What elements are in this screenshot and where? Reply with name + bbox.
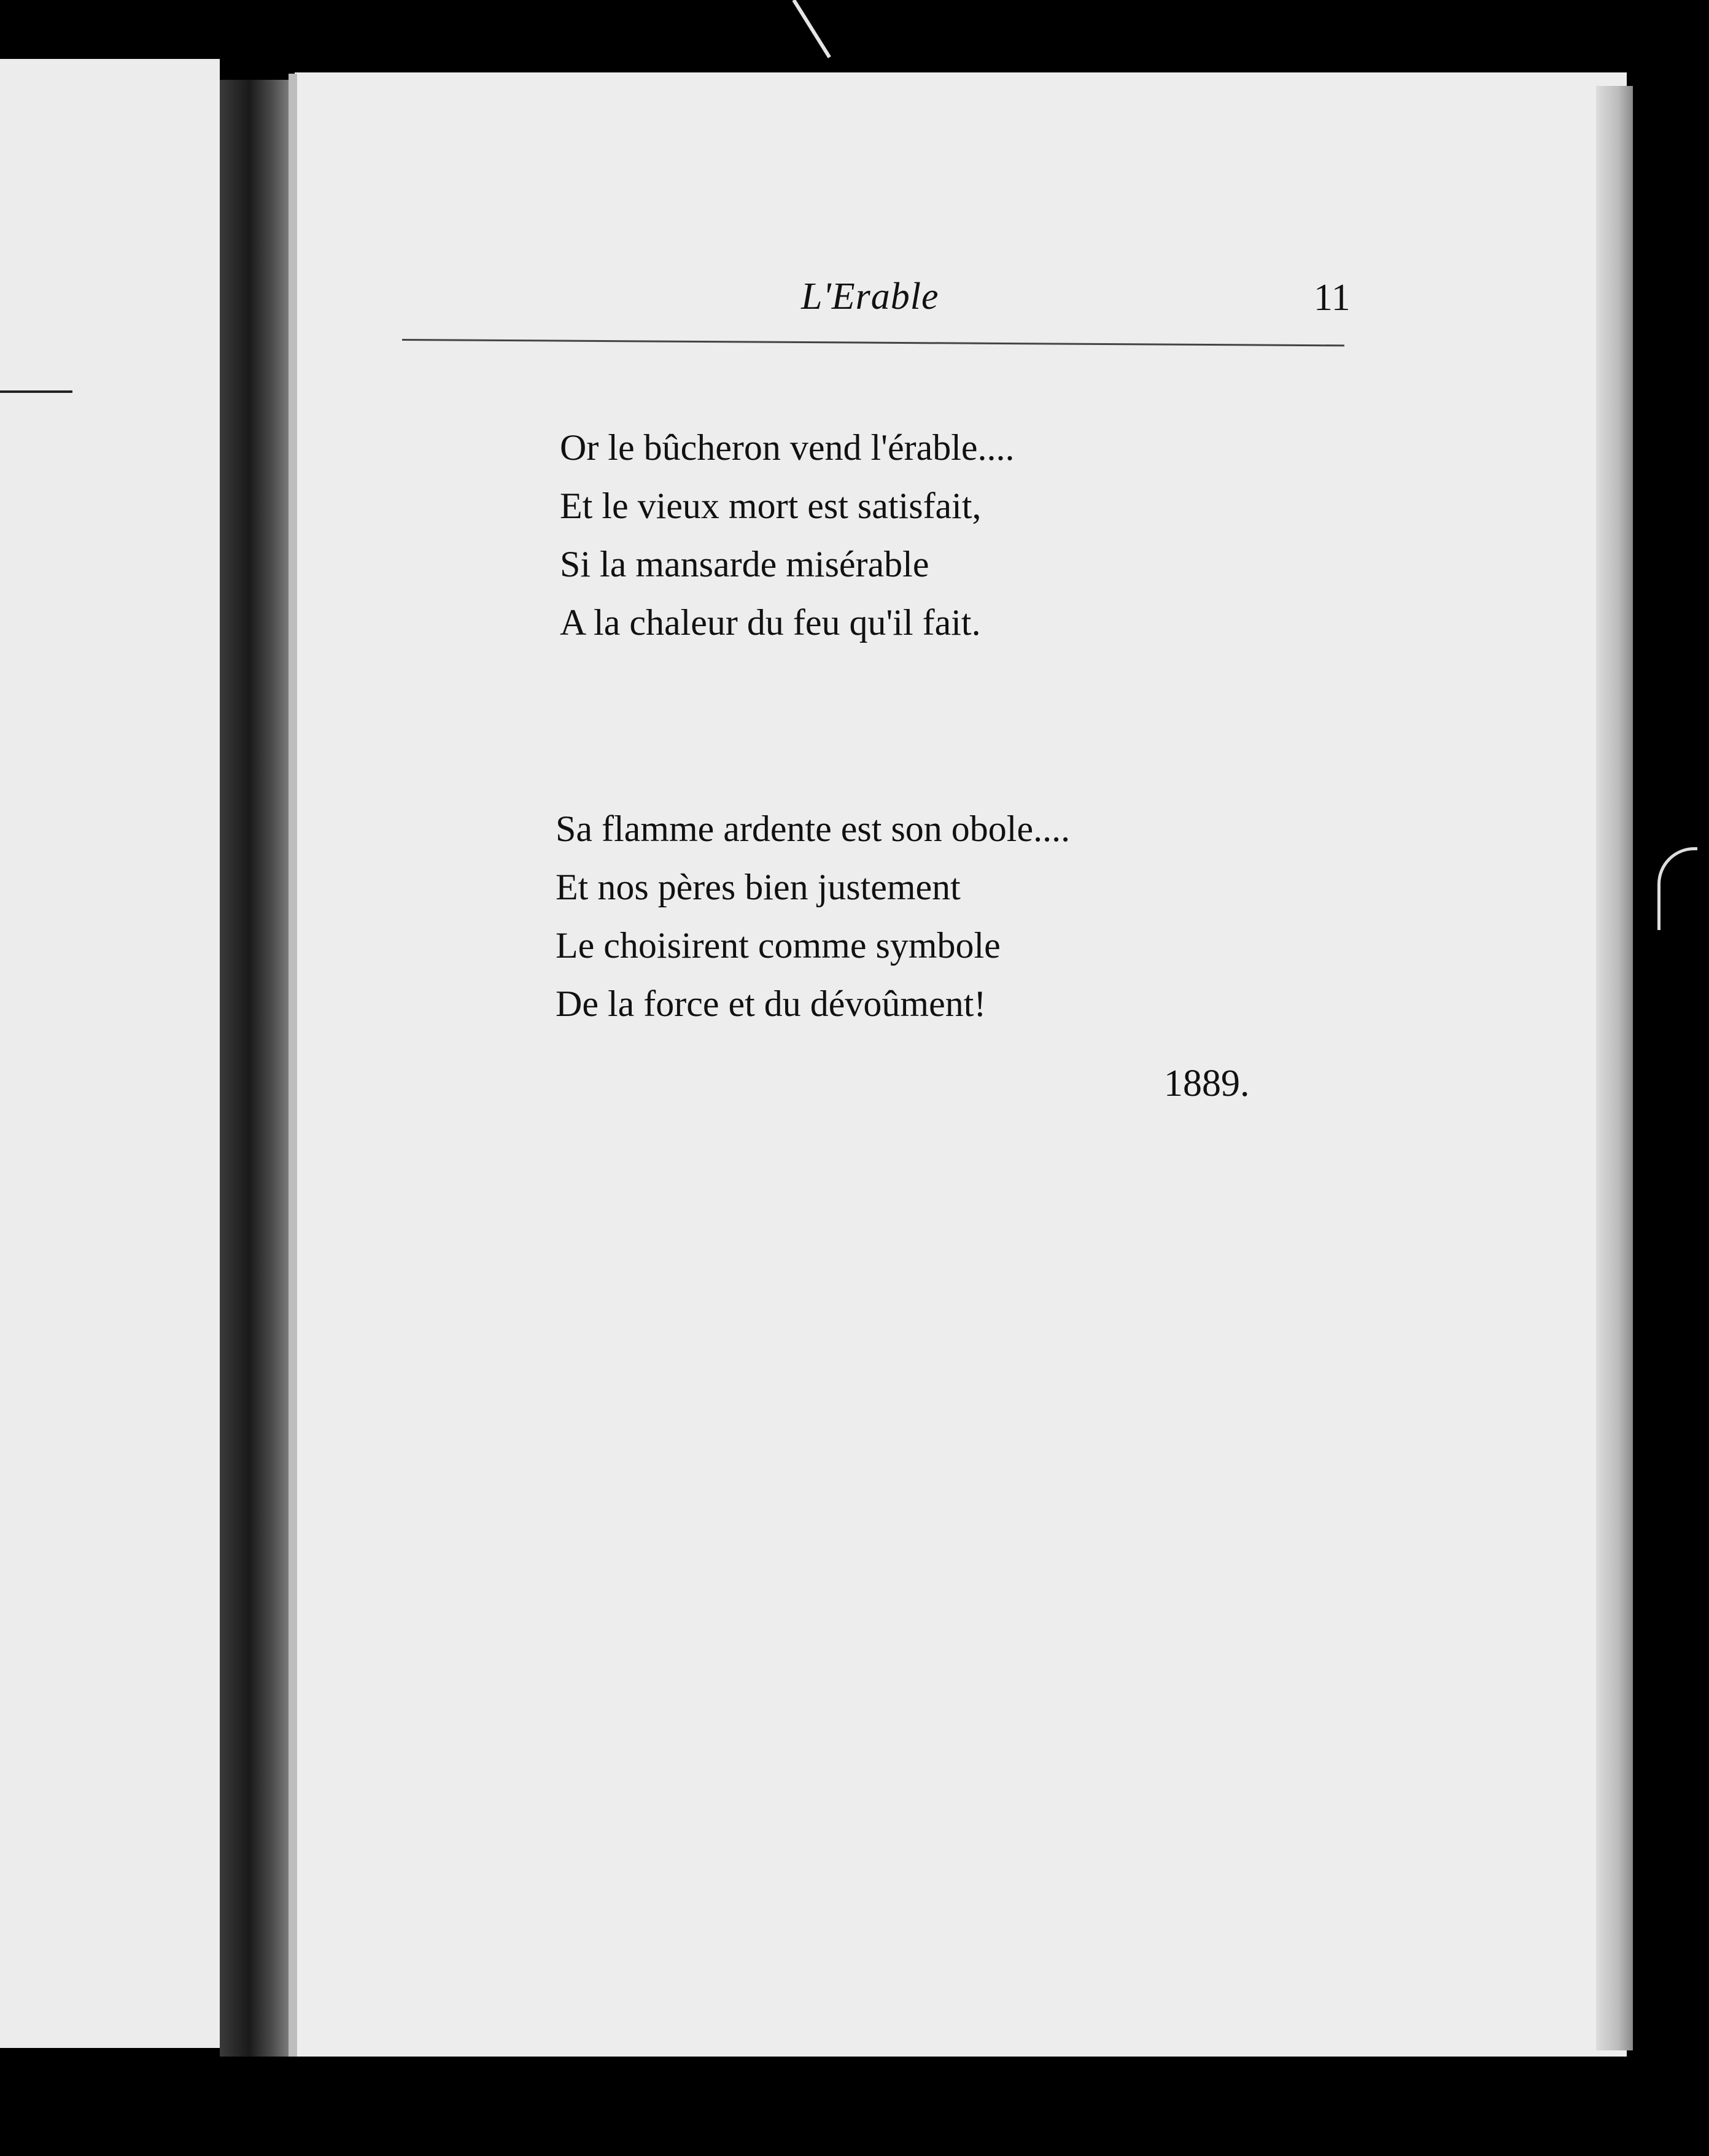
running-head: L'Erable bbox=[801, 276, 939, 317]
verse-line: Or le bûcheron vend l'érable.... bbox=[560, 427, 1015, 468]
verse-line: Et le vieux mort est satisfait, bbox=[560, 486, 982, 526]
stanza-1 bbox=[560, 419, 1015, 652]
page-edge bbox=[1596, 86, 1633, 2050]
facing-page bbox=[0, 59, 220, 2048]
verse-line: Sa flamme ardente est son obole.... bbox=[556, 808, 1071, 849]
page-number: 11 bbox=[1314, 277, 1351, 319]
verse-line: De la force et du dévoûment! bbox=[556, 983, 986, 1024]
gutter-shadow bbox=[289, 74, 297, 2057]
book-gutter bbox=[220, 80, 293, 2057]
verse-line: Et nos pères bien justement bbox=[556, 867, 961, 907]
stanza-2 bbox=[556, 800, 1070, 1033]
book-page bbox=[295, 72, 1627, 2057]
facing-page-rule bbox=[0, 390, 72, 393]
verse-line: Si la mansarde misérable bbox=[560, 544, 929, 584]
verse-line: A la chaleur du feu qu'il fait. bbox=[560, 602, 981, 643]
verse-line: Le choisirent comme symbole bbox=[556, 925, 1001, 966]
poem-date: 1889. bbox=[1164, 1063, 1250, 1104]
